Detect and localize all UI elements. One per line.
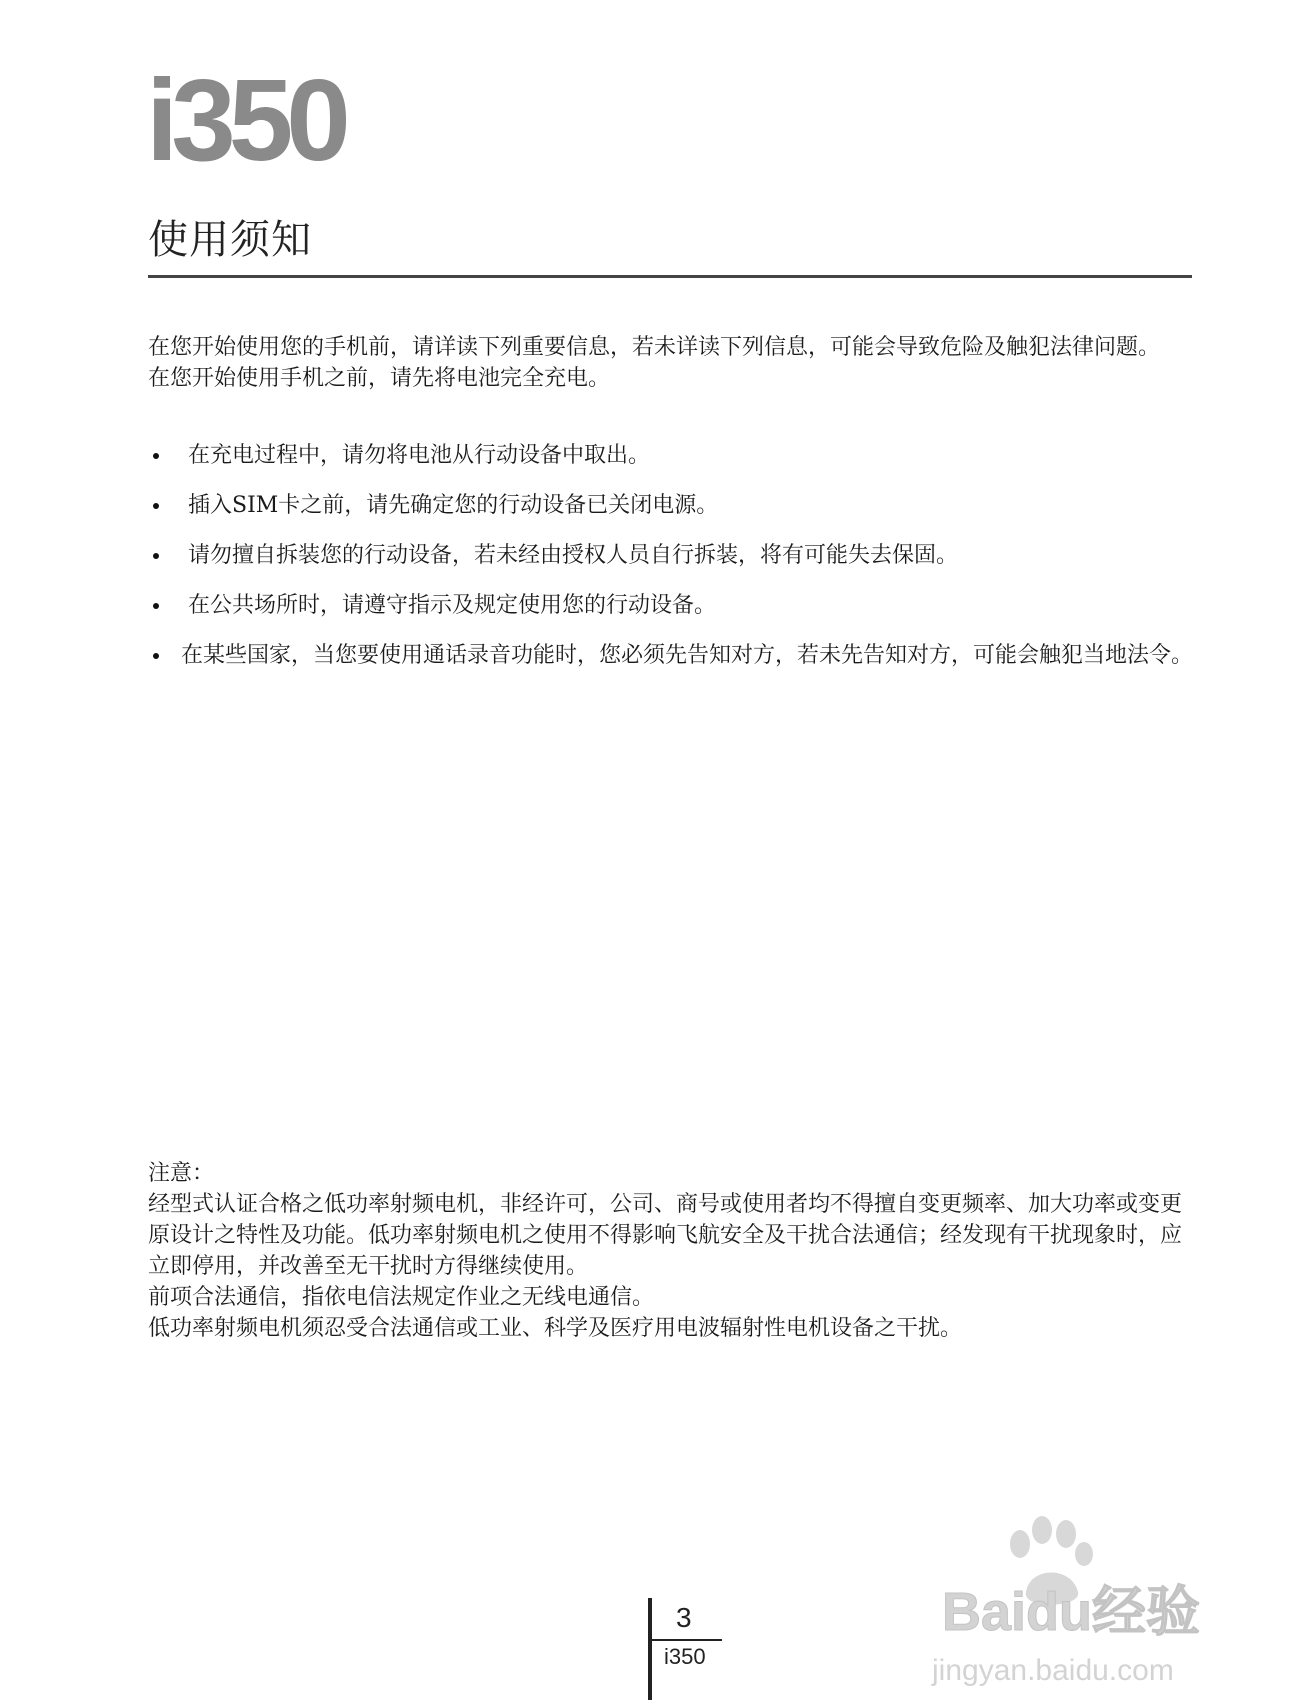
- intro-paragraph-1: 在您开始使用您的手机前，请详读下列重要信息，若未详读下列信息，可能会导致危险及触犯法律问题。: [148, 335, 1161, 360]
- baidu-watermark: [922, 1496, 1234, 1696]
- notice-label: 注意：: [148, 1161, 215, 1186]
- intro-text: [148, 332, 1198, 394]
- bullet-icon: [153, 603, 159, 609]
- list-item: [148, 490, 1198, 521]
- list-item: [148, 590, 1198, 621]
- model-title: i350: [146, 55, 344, 185]
- watermark-brand: Baidu经验: [942, 1582, 1201, 1642]
- footer-model-label: i350: [664, 1644, 706, 1669]
- bullet-icon: [153, 453, 159, 459]
- watermark-url: jingyan.baidu.com: [932, 1654, 1174, 1687]
- footer-horizontal-rule: [650, 1639, 722, 1641]
- list-item: [148, 640, 1198, 671]
- heading-divider: [148, 275, 1192, 278]
- notice-paragraph-3: 低功率射频电机须忍受合法通信或工业、科学及医疗用电波辐射性电机设备之干扰。: [148, 1316, 963, 1341]
- section-heading: 使用须知: [148, 217, 312, 263]
- notice-paragraph-1: 经型式认证合格之低功率射频电机，非经许可，公司、商号或使用者均不得擅自变更频率、加大功率或变更原设计之特性及功能。低功率射频电机之使用不得影响飞航安全及干扰合法通信；经发现有干扰现象时，应立即停用，并改善至无干扰时方得继续使用。: [148, 1192, 1183, 1279]
- list-item-text: 在充电过程中，请勿将电池从行动设备中取出。: [188, 443, 651, 468]
- list-item: [148, 540, 1198, 571]
- notice-paragraph-2: 前项合法通信，指依电信法规定作业之无线电通信。: [148, 1285, 655, 1310]
- footer-vertical-rule: [648, 1598, 652, 1700]
- list-item-text: 请勿擅自拆装您的行动设备，若未经由授权人员自行拆装，将有可能失去保固。: [188, 543, 959, 568]
- page-number: 3: [676, 1602, 692, 1633]
- bullet-icon: [153, 653, 159, 659]
- list-item-text: 插入SIM卡之前，请先确定您的行动设备已关闭电源。: [188, 493, 719, 518]
- precaution-list: [148, 440, 1198, 690]
- list-item-text: 在某些国家，当您要使用通话录音功能时，您必须先告知对方，若未先告知对方，可能会触犯当地法令。: [181, 643, 1194, 668]
- notice-section: [148, 1158, 1198, 1344]
- intro-paragraph-2: 在您开始使用手机之前，请先将电池完全充电。: [148, 366, 611, 391]
- baidu-paw-icon: [922, 1496, 1234, 1696]
- bullet-icon: [153, 503, 159, 509]
- list-item: [148, 440, 1198, 471]
- list-item-text: 在公共场所时，请遵守指示及规定使用您的行动设备。: [188, 593, 717, 618]
- bullet-icon: [153, 553, 159, 559]
